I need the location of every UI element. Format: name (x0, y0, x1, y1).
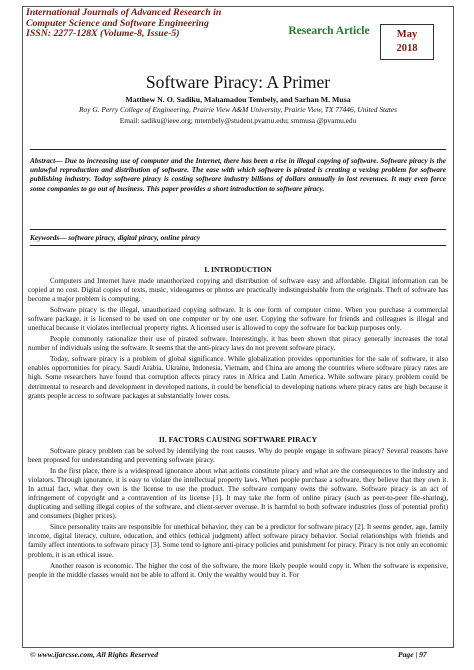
section-1-paragraph: Today, software piracy is a problem of global significance. While globalization provides opportunities for the sale of software, it also enables opportunities for piracy. Saudi Arabia, Ukraine, Indonesia, Vietnam, and China are among the countries where software piracy rates are high. Some researchers have found that corruption affects piracy rates in Africa and Latin America. While software piracy problem could be detrimental to research and development in developed nations, it could be beneficial to developing nations where piracy rates are high because it grants people access to software packages at substantially lower costs. (28, 355, 448, 400)
section-2-paragraph: Software piracy problem can be solved by identifying the root causes. Why do people engage in software piracy? Several reasons have been proposed for understanding and preventing software piracy. (28, 447, 448, 465)
issue-year: 2018 (396, 43, 418, 54)
keywords-text: Keywords— software piracy, digital piracy, online piracy (30, 233, 201, 242)
section-1-heading: I. INTRODUCTION (204, 265, 272, 274)
section-2-paragraph: Another reason is economic. The higher the cost of the software, the more likely people would copy it. When the software is expensive, people in the middle classes would not be able to afford it. Only the wealthy would buy it. For (28, 561, 448, 579)
journal-issn: ISSN: 2277-128X (Volume-8, Issue-5) (26, 28, 180, 39)
issue-date-box (380, 24, 434, 60)
abstract-top-rule (30, 149, 446, 150)
section-2-body (28, 447, 448, 582)
section-2-paragraph: Since personality traits are responsible for unethical behavior, they can be a predictor for software piracy [2]. It seems gender, age, family income, digital literacy, culture, education, and ethics (ethical judgment) affect software piracy behavior. Social relationships with friends and family affect intentions to software piracy [3]. Some tend to ignore anti-piracy policies and punishment for piracy. Piracy is not only an economic problem, it is an ethical issue. (28, 523, 448, 559)
section-1-body (28, 277, 448, 403)
copyright-footer: © www.ijarcsse.com, All Rights Reserved (30, 650, 159, 659)
journal-header (26, 8, 276, 40)
abstract-bottom-rule (30, 229, 446, 230)
journal-name-line2: Computer Science and Software Engineering (26, 17, 209, 29)
section-2-heading: II. FACTORS CAUSING SOFTWARE PIRACY (158, 435, 318, 444)
paper-authors: Matthew N. O. Sadiku, Mahamadou Tembely, and Sarhan M. Musa (125, 95, 351, 104)
abstract-text: Abstract— Due to increasing use of computer and the Internet, there has been a rise in illegal copying of software. Software piracy is the unlawful reproduction and distribution of software. The ease with which software is pirated is creating a vexing problem for software publishing industry. Today software piracy is costing software industry billions of dollars annually in lost revenues. It may even force some companies to go out of business. This paper provides a short introduction to software piracy. (30, 156, 446, 193)
section-2-paragraph: In the first place, there is a widespread ignorance about what actions constitute piracy and what are the consequences to the industry and violators. Through ignorance, it is easy to violate the intellectual property laws. When people purchase a software, they believe that they own it. In actual fact, what they own is the license to use the product. The software company owns the software. Software piracy is an act of infringement of copyright and a contravention of its license [1]. It may take the form of online piracy (such as peer-to-peer file-sharing), duplicating and selling illegal copies of the software, and client-server overuse. It is harmful to both software industries (loss of potential profit) and consumers (higher prices). (28, 467, 448, 521)
paper-email: Email: sadiku@ieee.org; mtembely@student.pvamu.edu; smmusa @pvamu.edu (119, 116, 357, 125)
section-1-paragraph: Computers and Internet have made unauthorized copying and distribution of software easy and affordable. Digital information can be copied at no cost. Digital copies of texts, music, videogames or photos are practically indistinguishable from the originals. Theft of software has become a major problem is computing. (28, 277, 448, 304)
section-1-paragraph: People commonly rationalize their use of pirated software. Interestingly, it has been shown that piracy generally increases the total number of individuals using the software. It seems that the anti-piracy laws do not prevent software piracy. (28, 335, 448, 353)
journal-name-line1: International Journals of Advanced Research in (26, 7, 222, 18)
page-number: Page | 97 (398, 650, 427, 659)
issue-month: May (396, 29, 418, 40)
article-type-label: Research Article (288, 25, 370, 37)
section-1-paragraph: Software piracy is the illegal, unauthorized copying software. It is one form of computer crime. When you purchase a commercial software package, it is licensed to be used on one computer or by one user. Copying the software for friends and colleagues is illegal and unethical because it violates intellectual property rights. A licensed user is allowed to copy the software for backup purposes only. (28, 306, 448, 333)
paper-title: Software Piracy: A Primer (145, 72, 331, 92)
paper-affiliation: Roy G. Perry College of Engineering, Prairie View A&M University, Prairie View, TX 77446, United States (78, 105, 398, 114)
keywords-bottom-rule (30, 245, 446, 246)
